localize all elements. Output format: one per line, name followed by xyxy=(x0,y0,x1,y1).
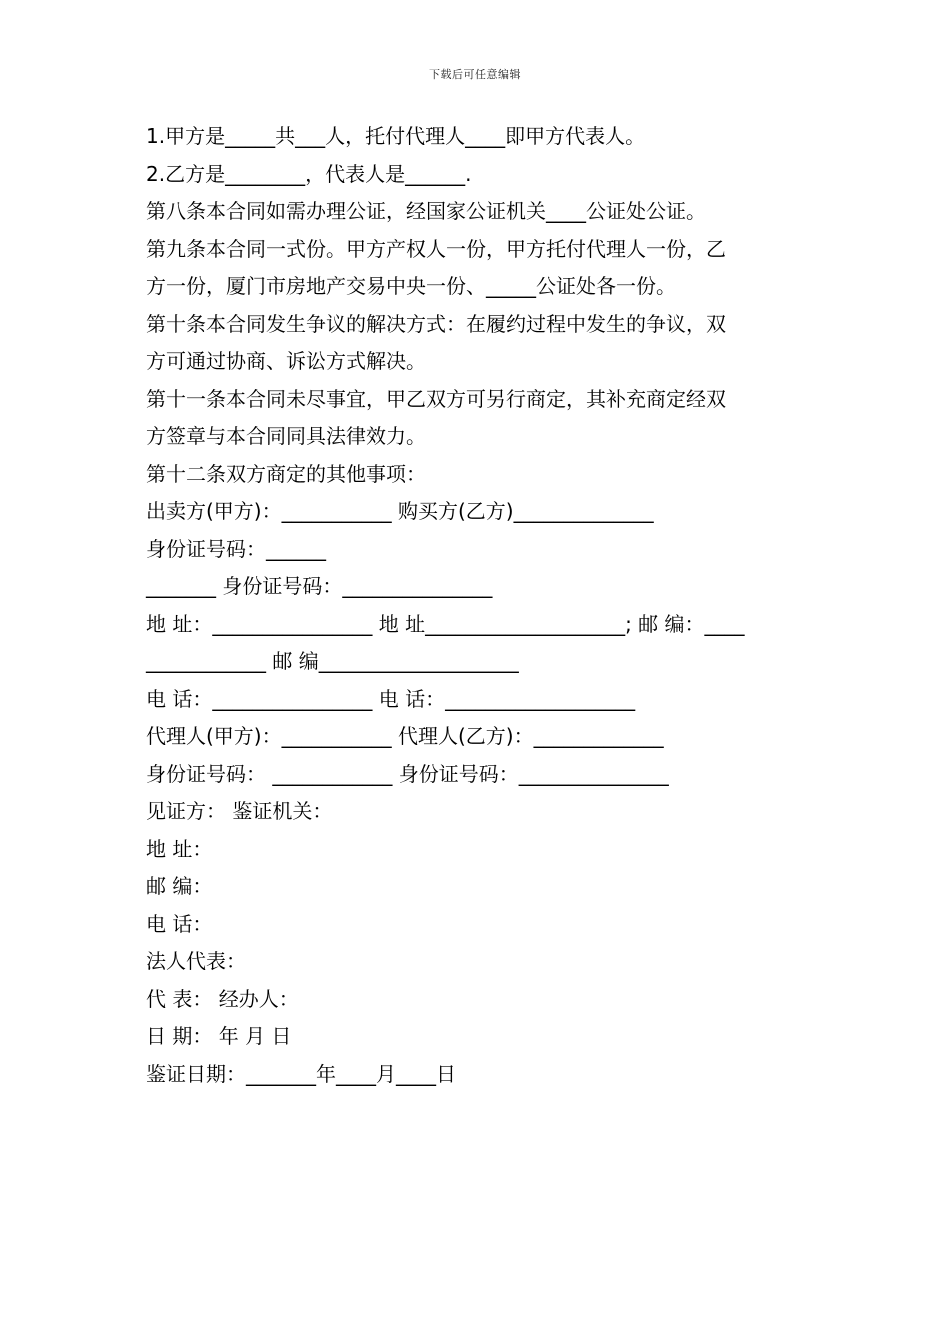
legal-rep-line: 法人代表： xyxy=(146,949,246,973)
agent-id-line: 身份证号码： ____________ 身份证号码：_______________ xyxy=(146,761,669,786)
phone-line: 电 话：________________ 电 话：___________________ xyxy=(146,686,636,711)
buyer-id-line: _______ 身份证号码：_______________ xyxy=(146,574,493,598)
address-line-1: 地 址：________________ 地 址____________________; 邮 编：____ xyxy=(146,611,745,636)
verification-date-line: 鉴证日期：_______年____月____日 xyxy=(146,1061,456,1086)
seller-id-line: 身份证号码：______ xyxy=(146,536,326,561)
article-11-line-2: 方签章与本合同同具法律效力。 xyxy=(146,424,426,448)
article-10-line-2: 方可通过协商、诉讼方式解决。 xyxy=(146,349,426,373)
article-9-line-2: 方一份，厦门市房地产交易中央一份、_____公证处各一份。 xyxy=(146,274,676,298)
date-line: 日 期： 年 月 日 xyxy=(146,1024,292,1048)
witness-line: 见证方： 鉴证机关： xyxy=(146,799,333,823)
page-header-caption: 下载后可任意编辑 xyxy=(429,68,521,81)
article-11-line-1: 第十一条本合同未尽事宜，甲乙双方可另行商定，其补充商定经双 xyxy=(146,386,726,411)
article-8: 第八条本合同如需办理公证，经国家公证机关____公证处公证。 xyxy=(146,199,706,223)
witness-postcode-line: 邮 编： xyxy=(146,874,213,898)
clause-party-b: 2.乙方是________，代表人是______. xyxy=(146,161,472,186)
representative-line: 代 表： 经办人： xyxy=(146,986,299,1011)
seller-buyer-line: 出卖方(甲方)：___________ 购买方(乙方)______________ xyxy=(146,499,654,523)
witness-address-line: 地 址： xyxy=(146,836,213,861)
agent-line: 代理人(甲方)：___________ 代理人(乙方)：_____________ xyxy=(146,724,664,748)
address-line-2: ____________ 邮 编____________________ xyxy=(146,649,519,673)
witness-phone-line: 电 话： xyxy=(146,911,213,936)
document-body xyxy=(146,118,806,1093)
clause-party-a: 1.甲方是_____共___人，托付代理人____即甲方代表人。 xyxy=(146,124,646,148)
article-12: 第十二条双方商定的其他事项： xyxy=(146,461,426,486)
article-10-line-1: 第十条本合同发生争议的解决方式：在履约过程中发生的争议，双 xyxy=(146,311,726,336)
article-9-line-1: 第九条本合同一式份。甲方产权人一份，甲方托付代理人一份，乙 xyxy=(146,236,726,261)
